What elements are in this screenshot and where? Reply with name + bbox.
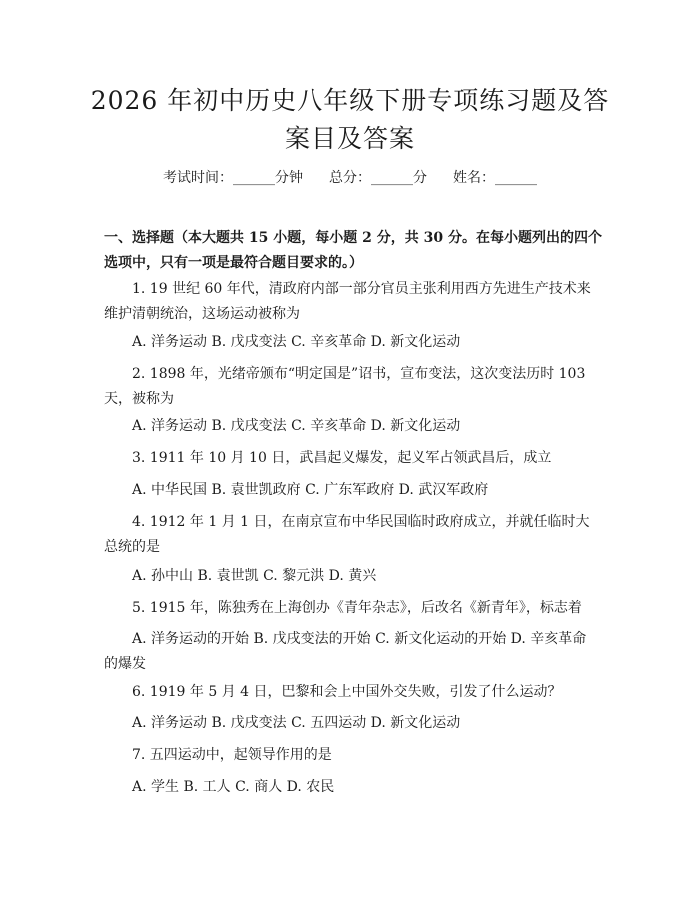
document-title (90, 82, 610, 158)
question-7-options: A. 学生 B. 工人 C. 商人 D. 农民 (132, 779, 335, 795)
total-score-label: 总分：______分 (329, 170, 427, 186)
question-4-options: A. 孙中山 B. 袁世凯 C. 黎元洪 D. 黄兴 (132, 568, 377, 584)
question-5-options: A. 洋务运动的开始 B. 戊戌变法的开始 C. 新文化运动的开始 D. 辛亥革命的爆发 (104, 631, 587, 672)
question-6-options: A. 洋务运动 B. 戊戌变法 C. 五四运动 D. 新文化运动 (132, 715, 461, 731)
question-1-options: A. 洋务运动 B. 戊戌变法 C. 辛亥革命 D. 新文化运动 (132, 334, 461, 350)
title-line-1: 2026 年初中历史八年级下册专项练习题及答 (90, 86, 610, 115)
question-4-stem: 4. 1912 年 1 月 1 日，在南京宣布中华民国临时政府成立，并就任临时大总统的是 (104, 514, 590, 555)
question-2-options: A. 洋务运动 B. 戊戌变法 C. 辛亥革命 D. 新文化运动 (132, 418, 461, 434)
exam-meta (0, 168, 700, 188)
question-6-stem: 6. 1919 年 5 月 4 日，巴黎和会上中国外交失败，引发了什么运动？ (132, 684, 562, 700)
question-3-options: A. 中华民国 B. 袁世凯政府 C. 广东军政府 D. 武汉军政府 (132, 482, 489, 498)
question-1-stem: 1. 19 世纪 60 年代，清政府内部一部分官员主张利用西方先进生产技术来维护清朝统治，这场运动被称为 (104, 281, 591, 322)
question-7-stem: 7. 五四运动中，起领导作用的是 (132, 747, 332, 763)
title-line-2: 案目及答案 (284, 124, 415, 153)
question-3-stem: 3. 1911 年 10 月 10 日，武昌起义爆发，起义军占领武昌后，成立 (132, 450, 552, 466)
question-2-stem: 2. 1898 年，光绪帝颁布“明定国是”诏书，宣布变法，这次变法历时 103 天，被称为 (104, 366, 586, 407)
question-5-stem: 5. 1915 年，陈独秀在上海创办《青年杂志》，后改名《新青年》，标志着 (132, 600, 582, 616)
section-heading: 一、选择题（本大题共 15 小题，每小题 2 分，共 30 分。在每小题列出的四个选项中，只有一项是最符合题目要求的。） (104, 230, 602, 271)
exam-time-label: 考试时间：______分钟 (163, 170, 303, 186)
student-name-label: 姓名：______ (453, 170, 537, 186)
